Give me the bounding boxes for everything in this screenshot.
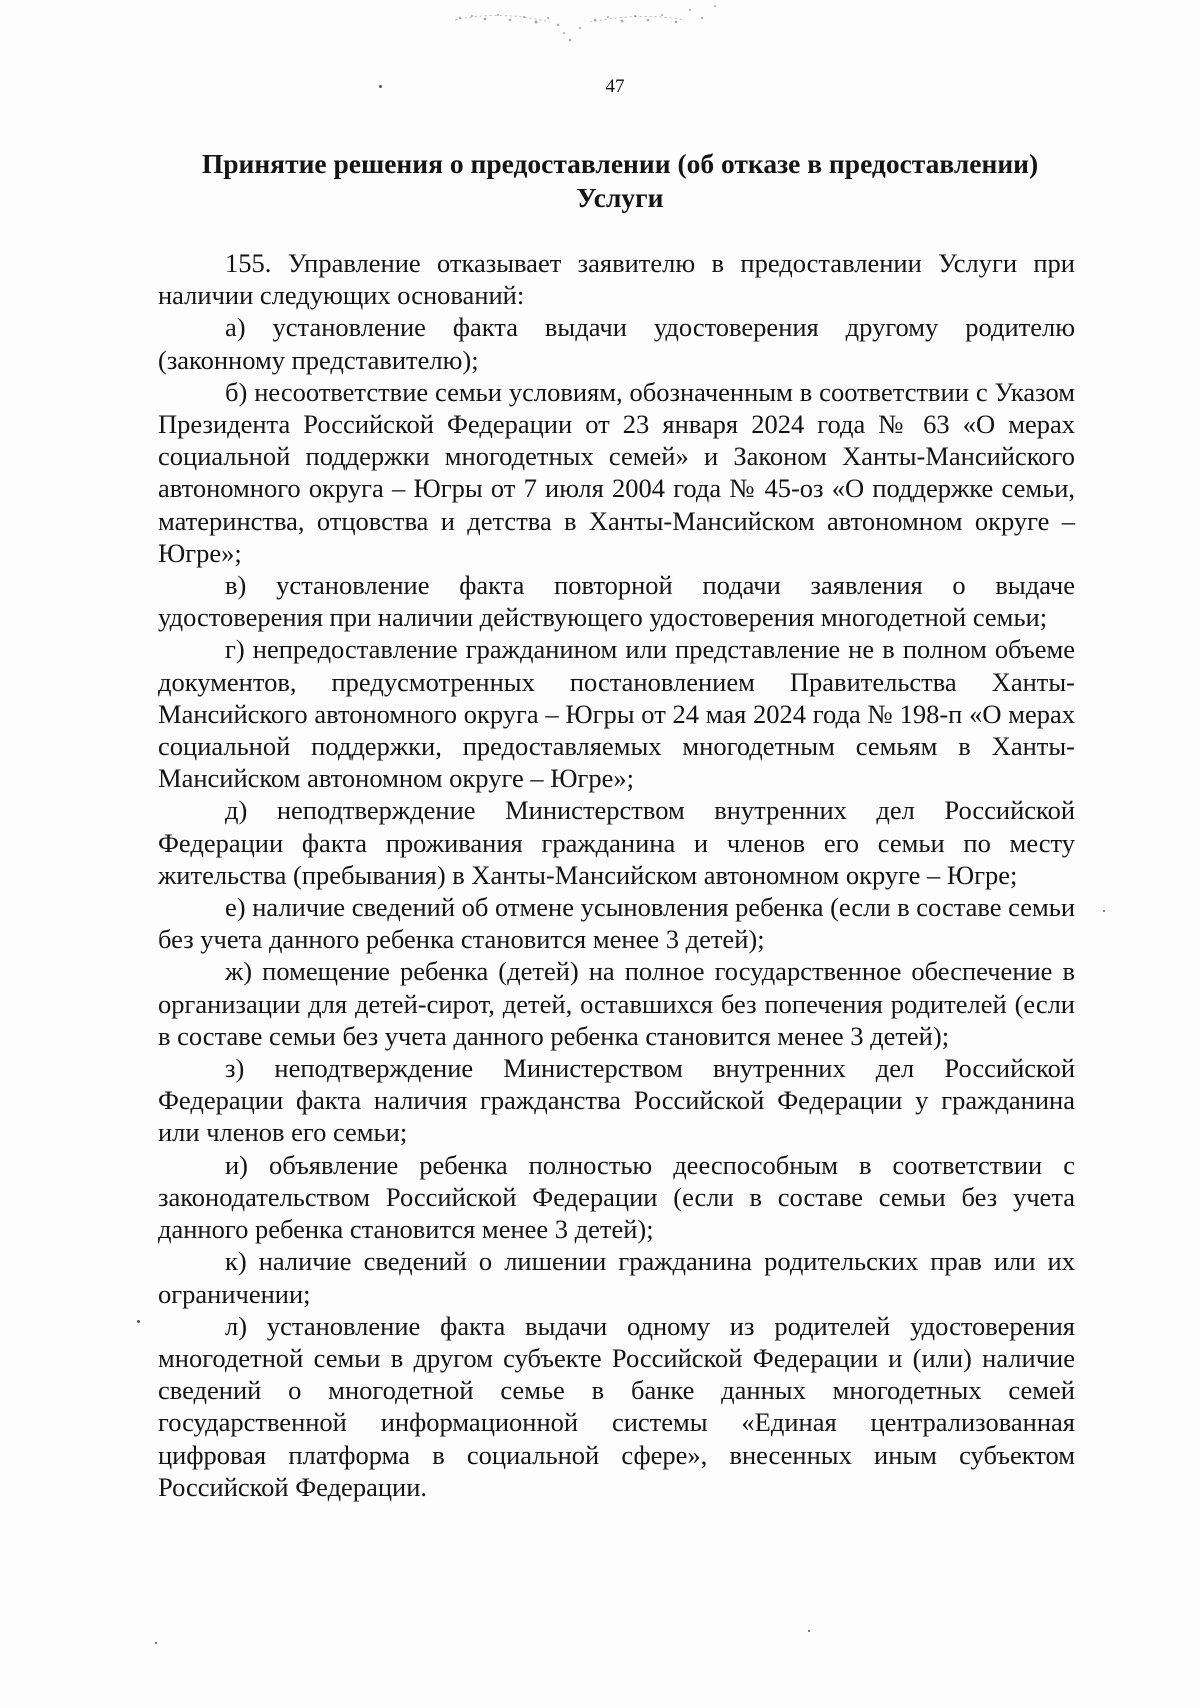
- scan-speck: [808, 1630, 810, 1632]
- paragraph-item-l: л) установление факта выдачи одному из родителей удостоверения многодетной семьи в другом субъекте Российской Федерации и (или) наличие сведений о многодетной семье в банке данных многодетных семей государственной информационной системы «Единая централизованная цифровая платформа в социальной сфере», внесенных иным субъектом Российской Федерации.: [158, 1310, 1075, 1502]
- heading-line-2: Услуги: [576, 182, 664, 213]
- document-body: [158, 247, 1075, 1503]
- heading-line-1: Принятие решения о предоставлении (об отказе в предоставлении): [201, 148, 1039, 179]
- scan-speck: [137, 1320, 140, 1323]
- paragraph-item-zh: ж) помещение ребенка (детей) на полное государственное обеспечение в организации для детей-сирот, детей, оставшихся без попечения родителей (если в составе семьи без учета данного ребенка становится менее 3 детей);: [158, 956, 1075, 1051]
- paragraph-item-a: а) установление факта выдачи удостоверения другому родителю (законному представителю);: [158, 312, 1075, 375]
- paragraph-item-b: б) несоответствие семьи условиям, обозначенным в соответствии с Указом Президента Российской Федерации от 23 января 2024 года № 63 «О мерах социальной поддержки многодетных семей» и Законом Ханты-Мансийского автономного округа – Югры от 7 июля 2004 года № 45-оз «О поддержке семьи, материнства, отцовства и детства в Ханты-Мансийском автономном округе – Югре»;: [158, 376, 1075, 568]
- paragraph-item-v: в) установление факта повторной подачи заявления о выдаче удостоверения при наличии действующего удостоверения многодетной семьи;: [158, 570, 1075, 633]
- page-number: 47: [605, 76, 625, 97]
- paragraph-item-d: д) неподтверждение Министерством внутренних дел Российской Федерации факта проживания гражданина и членов его семьи по месту жительства (пребывания) в Ханты-Мансийском автономном округе – Югре;: [158, 795, 1075, 890]
- scan-speck: [155, 1642, 157, 1644]
- paragraph-item-i: и) объявление ребенка полностью дееспособным в соответствии с законодательством Российской Федерации (если в составе семьи без учета данного ребенка становится менее 3 детей);: [158, 1149, 1075, 1245]
- paragraph-item-k: к) наличие сведений о лишении гражданина родительских прав или их ограничении;: [158, 1246, 1075, 1309]
- paragraph-item-z: з) неподтверждение Министерством внутренних дел Российской Федерации факта наличия гражданства Российской Федерации у гражданина или членов его семьи;: [158, 1053, 1075, 1148]
- scan-speck: [1103, 910, 1105, 912]
- section-heading: [160, 147, 1080, 215]
- scan-artifact: [440, 0, 760, 55]
- paragraph-item-g: г) непредоставление гражданином или представление не в полном объеме документов, предусмотренных постановлением Правительства Ханты-Мансийского автономного округа – Югры от 24 мая 2024 года № 198-п «О мерах социальной поддержки, предоставляемых многодетным семьям в Ханты-Мансийском автономном округе – Югре»;: [158, 634, 1075, 794]
- paragraph-155: 155. Управление отказывает заявителю в предоставлении Услуги при наличии следующих оснований:: [158, 248, 1075, 311]
- paragraph-item-e: е) наличие сведений об отмене усыновления ребенка (если в составе семьи без учета данного ребенка становится менее 3 детей);: [158, 892, 1076, 955]
- scan-speck: [379, 85, 382, 88]
